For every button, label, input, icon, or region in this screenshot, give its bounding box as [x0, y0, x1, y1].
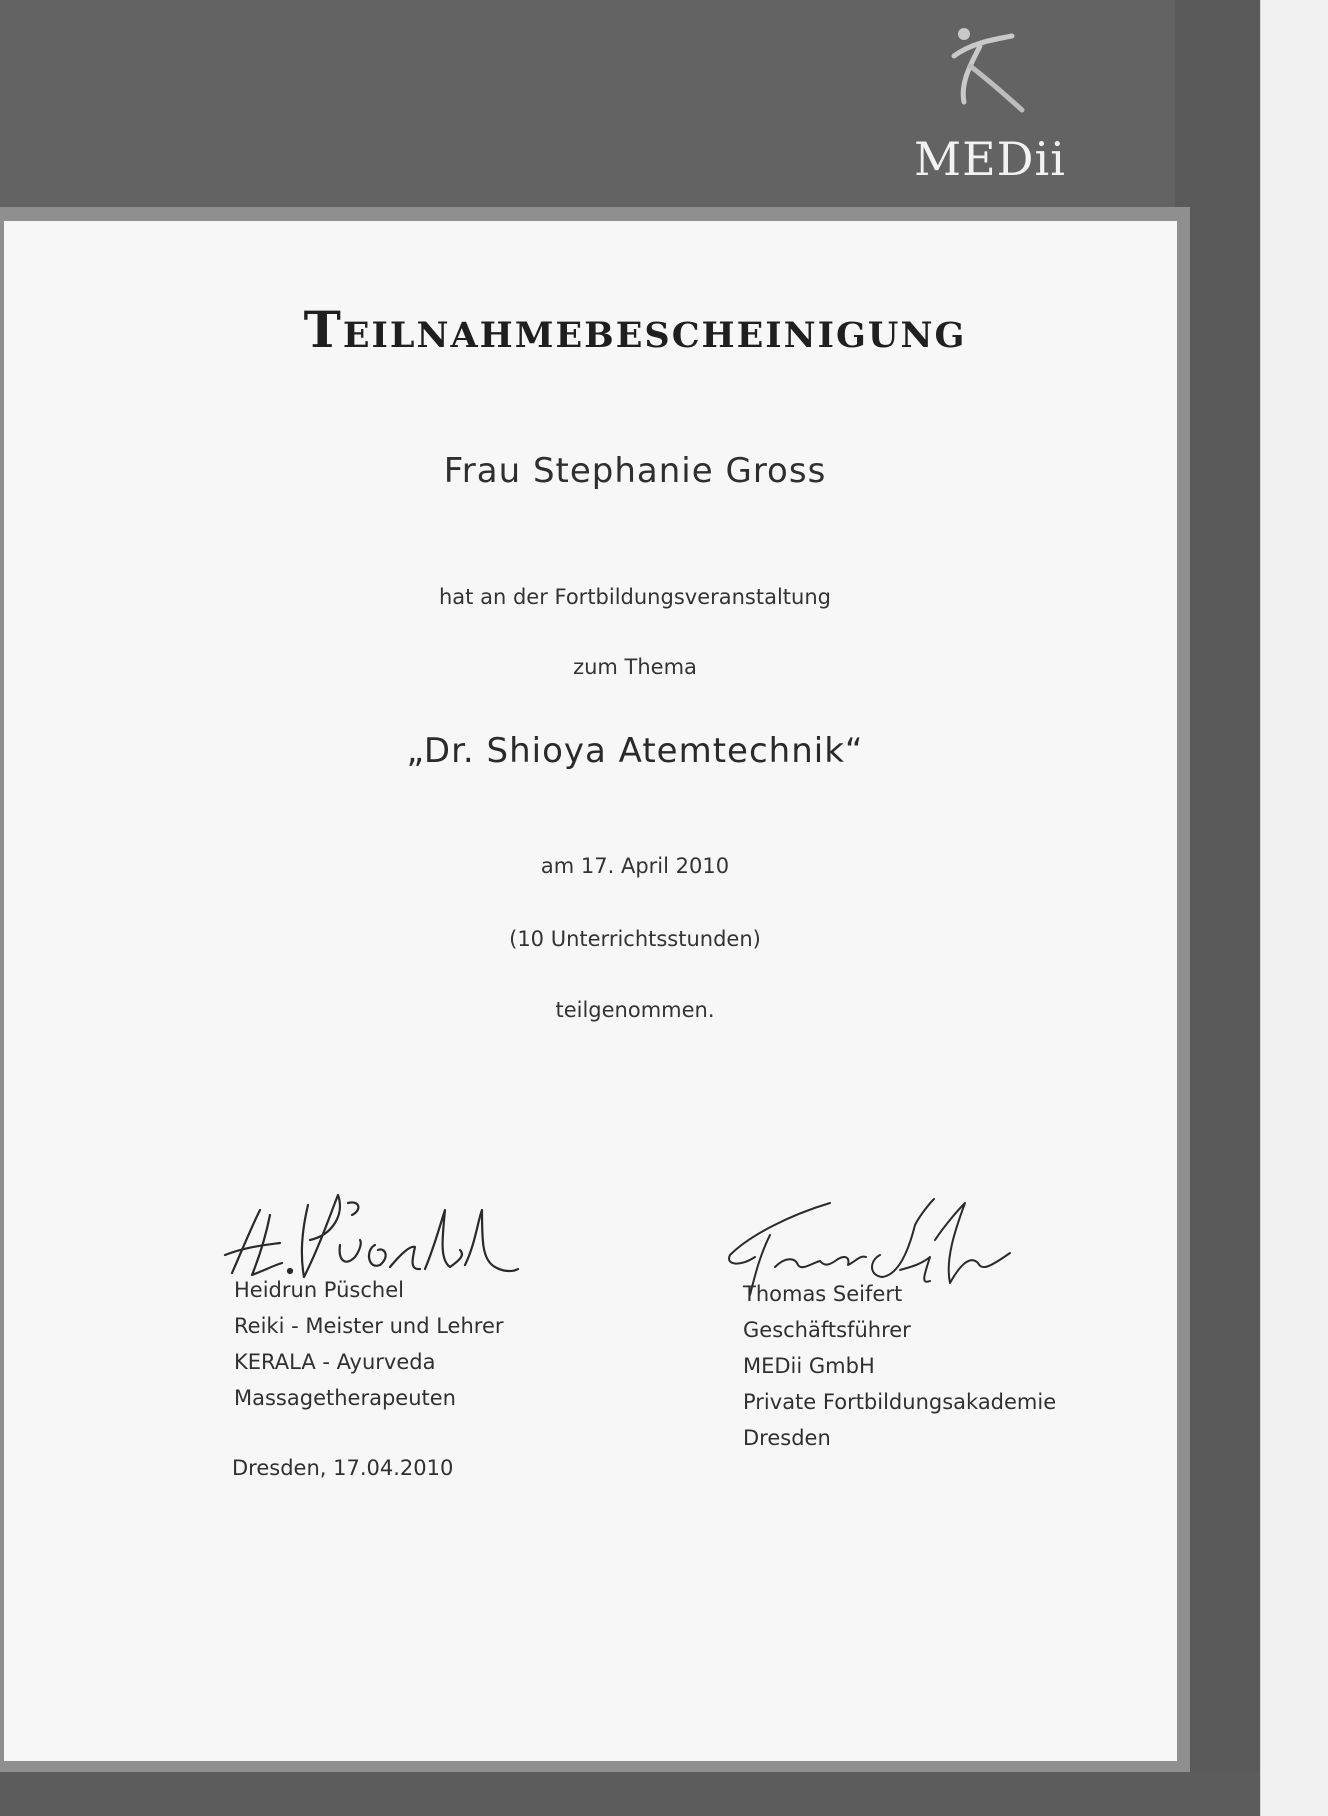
place-date: Dresden, 17.04.2010 — [232, 1456, 454, 1480]
left-signatory — [234, 1272, 504, 1416]
certificate-title: Teilnahmebescheinigung — [303, 300, 967, 359]
logo-wordmark: MEDii — [914, 132, 1066, 186]
course-topic: „Dr. Shioya Atemtechnik“ — [406, 731, 864, 771]
right-signatory-city: Dresden — [743, 1426, 831, 1450]
right-signatory-role: Geschäftsführer — [743, 1318, 911, 1342]
lesson-hours: (10 Unterrichtsstunden) — [509, 927, 761, 951]
footer-band — [0, 1772, 1260, 1816]
left-signatory-role: KERALA - Ayurveda — [234, 1350, 436, 1374]
recipient-name: Frau Stephanie Gross — [443, 451, 827, 491]
medii-logo — [905, 22, 1075, 187]
right-signatory-company: MEDii GmbH — [743, 1354, 875, 1378]
closing-line: teilgenommen. — [555, 998, 715, 1022]
page-margin — [1260, 0, 1328, 1816]
event-line: hat an der Fortbildungsveranstaltung — [439, 585, 831, 609]
left-signature — [220, 1185, 520, 1285]
right-signatory — [743, 1276, 1056, 1456]
left-signatory-role: Massagetherapeuten — [234, 1386, 456, 1410]
left-signatory-role: Reiki - Meister und Lehrer — [234, 1314, 504, 1338]
figure-icon — [950, 22, 1030, 132]
event-date: am 17. April 2010 — [540, 854, 730, 878]
left-signatory-name: Heidrun Püschel — [234, 1278, 404, 1302]
right-signatory-role: Private Fortbildungsakademie — [743, 1390, 1057, 1414]
topic-intro-line: zum Thema — [573, 655, 697, 679]
right-signatory-name: Thomas Seifert — [743, 1282, 903, 1306]
